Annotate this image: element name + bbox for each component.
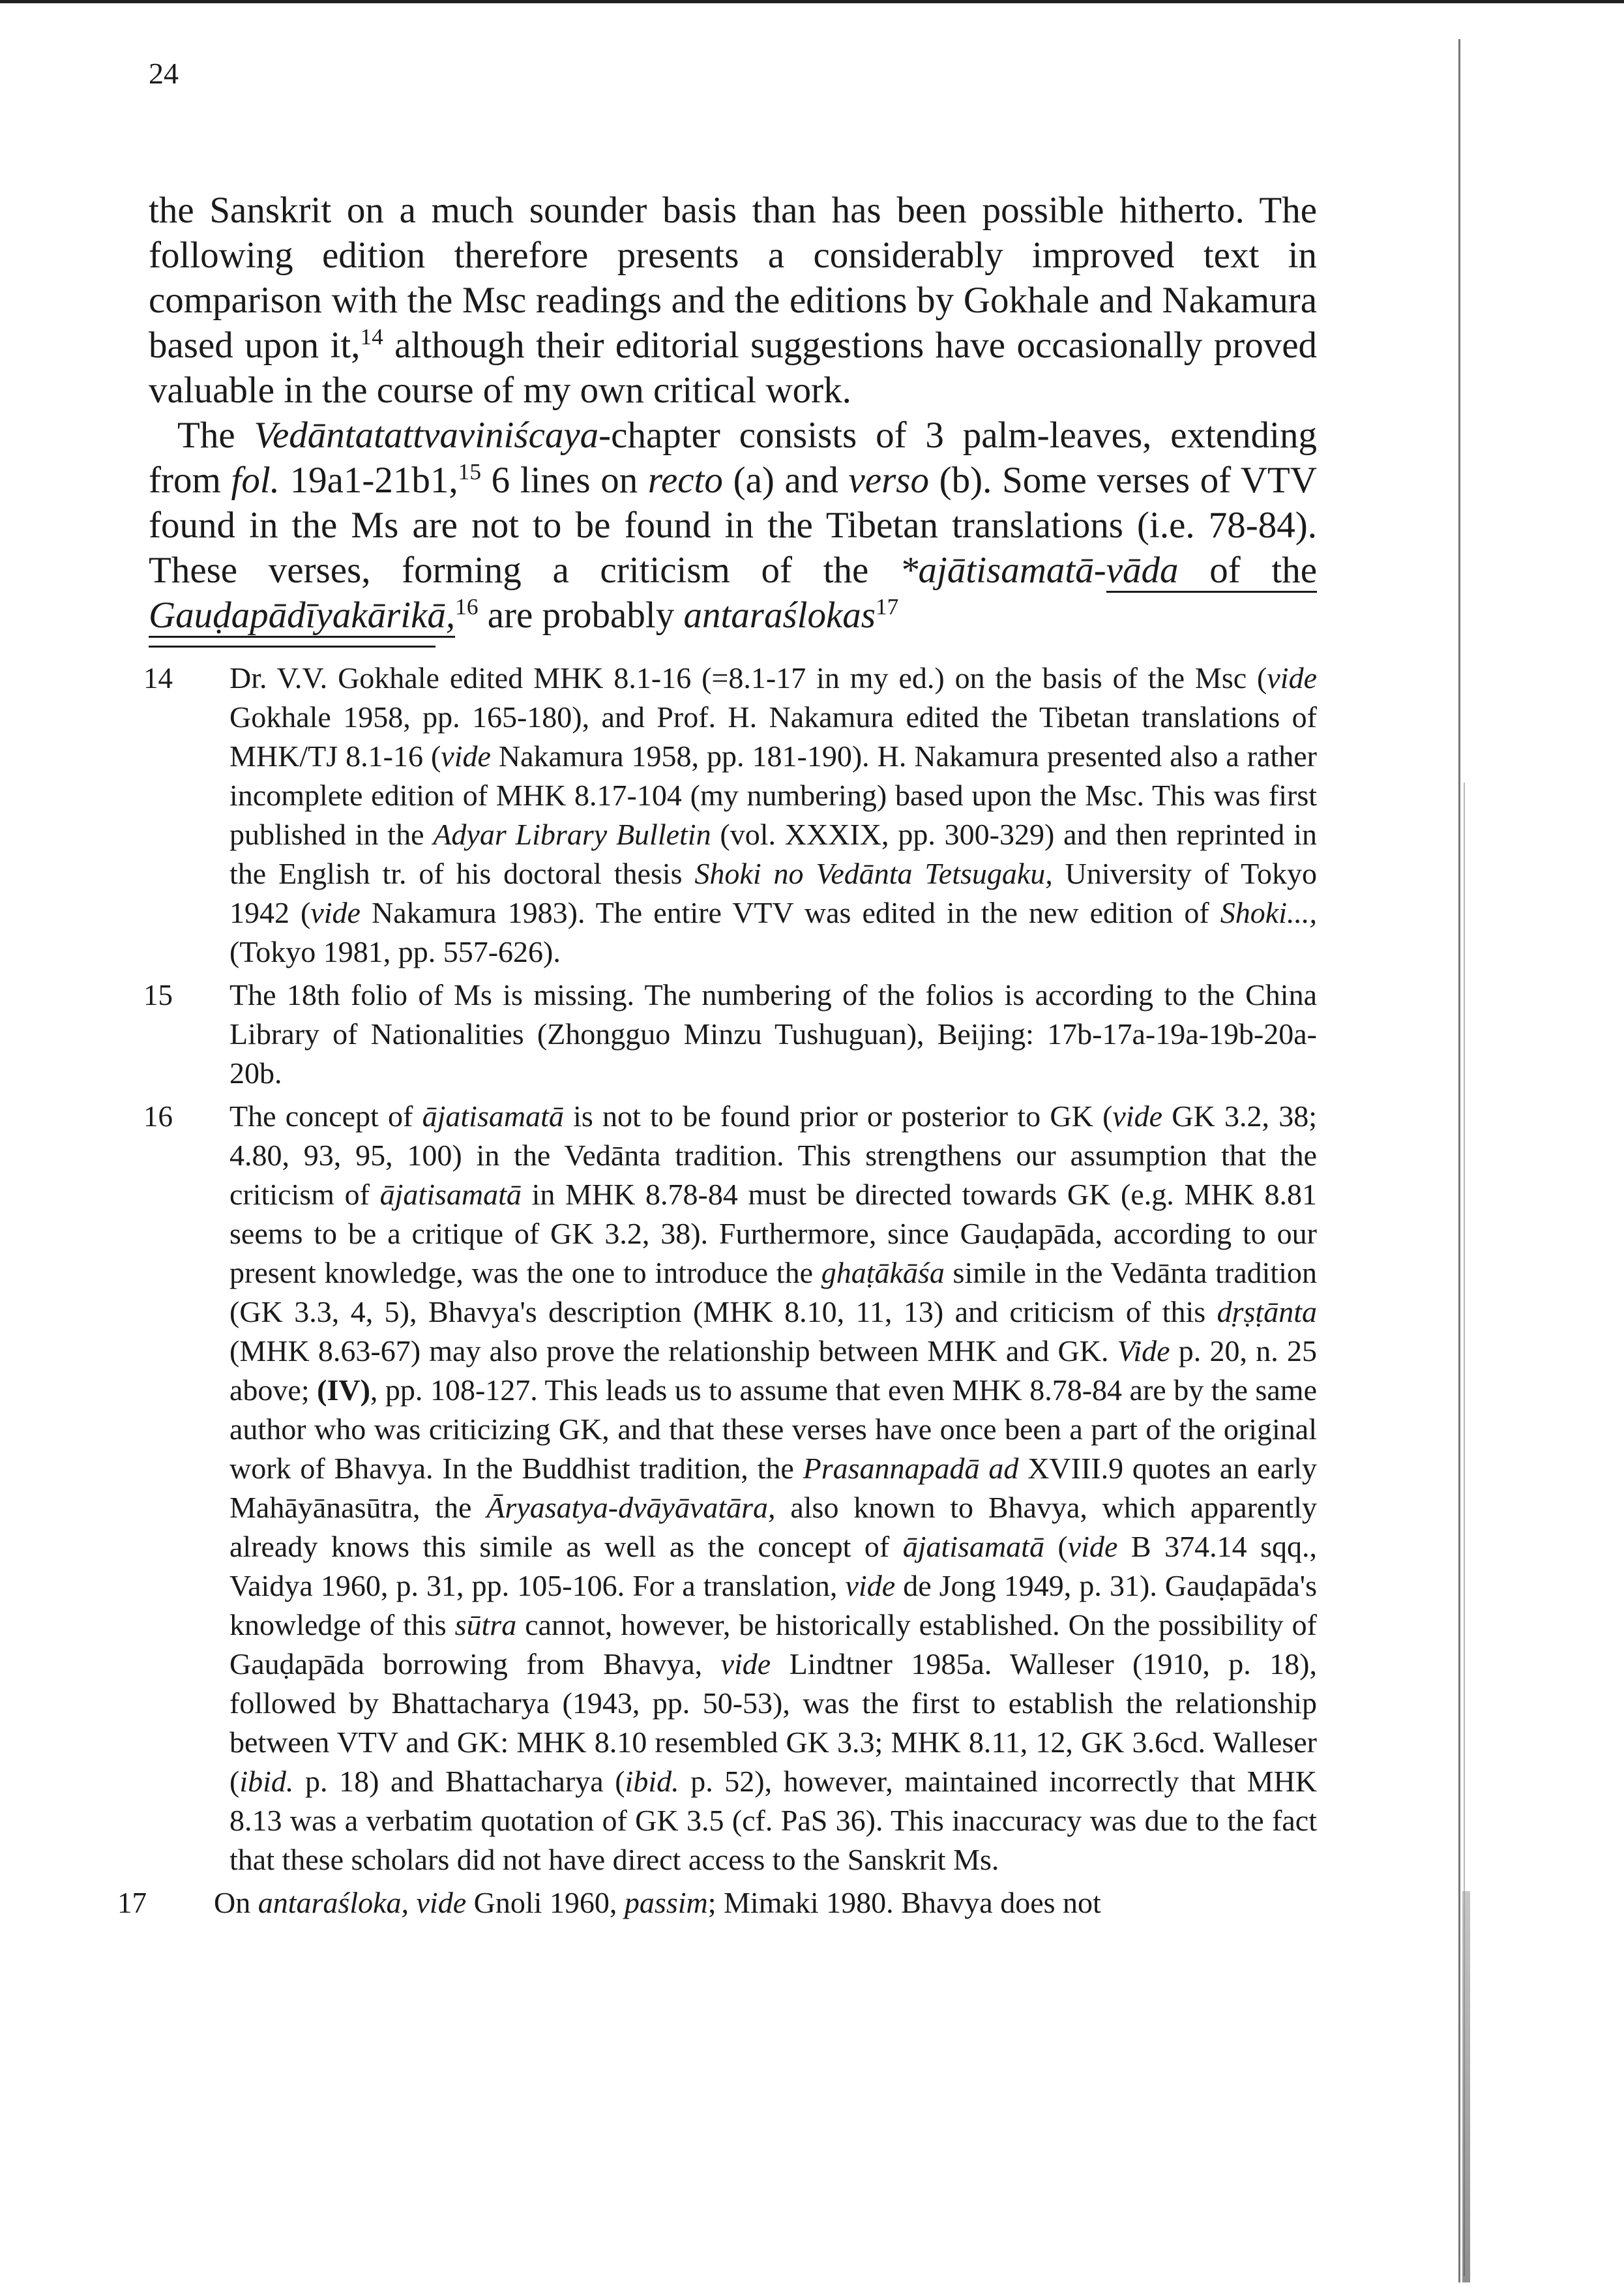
- underlined-phrase: vāda of the Gauḍapādīyakārikā,: [149, 550, 1317, 638]
- paragraph-2: The Vedāntatattvaviniścaya-chapter consists of 3 palm-leaves, extending from fol. 19a1-21b1,15 6 lines on recto (a) and verso (b). Some verses of VTV found in the Ms are not to be found in the Tibetan translations (i.e. 78-84). These verses, forming a criticism of the *ajātisamatā-vāda of the Gauḍapādīyakārikā,$^{16}$ are probably antaraślokas$^{17}$: [149, 413, 1317, 638]
- footnote-ref-14[interactable]: 14: [360, 324, 383, 350]
- scan-streak: [1462, 1891, 1470, 2282]
- footnote-17: 17 On antaraśloka, vide Gnoli 1960, passim; Mimaki 1980. Bhavya does not: [117, 1883, 1317, 1922]
- main-text: [149, 188, 1317, 638]
- footnote-number: 15: [143, 979, 173, 1011]
- footnote-14: 14 Dr. V.V. Gokhale edited MHK 8.1-16 (=8.1-17 in my ed.) on the basis of the Msc (vide Gokhale 1958, pp. 165-180), and Prof. H. Nakamura edited the Tibetan translations of MHK/TJ 8.1-16 (vide Nakamura 1958, pp. 181-190). H. Nakamura presented also a rather incomplete edition of MHK 8.17-104 (my numbering) based upon the Msc. This was first published in the Adyar Library Bulletin (vol. XXXIX, pp. 300-329) and then reprinted in the English tr. of his doctoral thesis Shoki no Vedānta Tetsugaku, University of Tokyo 1942 (vide Nakamura 1983). The entire VTV was edited in the new edition of Shoki..., (Tokyo 1981, pp. 557-626).: [117, 659, 1317, 972]
- footnote-number: 16: [143, 1100, 173, 1133]
- scan-line: [1458, 39, 1460, 2282]
- footnote-ref-16[interactable]: 16: [455, 594, 479, 620]
- page-top-edge: [0, 0, 1624, 3]
- footnote-number: 14: [143, 662, 173, 695]
- scan-shadow-edge: [1438, 0, 1624, 2287]
- footnotes: [117, 659, 1317, 1926]
- paragraph-1: the Sanskrit on a much sounder basis than has been possible hitherto. The following edition therefore presents a considerably improved text in comparison with the Msc readings and the editions by Gokhale and Nakamura based upon it,$^{14}$ although their editorial suggestions have occasionally proved valuable in the course of my own critical work.: [149, 190, 1317, 411]
- footnote-ref-17[interactable]: 17: [875, 594, 899, 620]
- footnote-number: 17: [117, 1887, 147, 1919]
- footnote-ref-15[interactable]: 15: [458, 459, 481, 485]
- footnote-16: 16 The concept of ājatisamatā is not to be found prior or posterior to GK (vide GK 3.2, 38; 4.80, 93, 95, 100) in the Vedānta tradition. This strengthens our assumption that the criticism of ājatisamatā in MHK 8.78-84 must be directed towards GK (e.g. MHK 8.81 seems to be a critique of GK 3.2, 38). Furthermore, since Gauḍapāda, according to our present knowledge, was the one to introduce the ghaṭākāśa simile in the Vedānta tradition (GK 3.3, 4, 5), Bhavya's description (MHK 8.10, 11, 13) and criticism of this dṛṣṭānta (MHK 8.63-67) may also prove the relationship between MHK and GK. Vide p. 20, n. 25 above; (IV), pp. 108-127. This leads us to assume that even MHK 8.78-84 are by the same author who was criticizing GK, and that these verses have once been a part of the original work of Bhavya. In the Buddhist tradition, the Prasannapadā ad XVIII.9 quotes an early Mahāyānasūtra, the Āryasatya-dvāyāvatāra, also known to Bhavya, which apparently already knows this simile as well as the concept of ājatisamatā (vide B 374.14 sqq., Vaidya 1960, p. 31, pp. 105-106. For a translation, vide de Jong 1949, p. 31). Gauḍapāda's knowledge of this sūtra cannot, however, be historically established. On the possibility of Gauḍapāda borrowing from Bhavya, vide Lindtner 1985a. Walleser (1910, p. 18), followed by Bhattacharya (1943, pp. 50-53), was the first to establish the relationship between VTV and GK: MHK 8.10 resembled GK 3.3; MHK 8.11, 12, GK 3.6cd. Walleser (ibid. p. 18) and Bhattacharya (ibid. p. 52), however, maintained incorrectly that MHK 8.13 was a verbatim quotation of GK 3.5 (cf. PaS 36). This inaccuracy was due to the fact that these scholars did not have direct access to the Sanskrit Ms.: [117, 1097, 1317, 1879]
- footnote-15: 15 The 18th folio of Ms is missing. The numbering of the folios is according to the China Library of Nationalities (Zhongguo Minzu Tushuguan), Beijing: 17b-17a-19a-19b-20a-20b.: [117, 976, 1317, 1093]
- page-number: 24: [149, 57, 179, 90]
- footnote-separator: [149, 646, 436, 648]
